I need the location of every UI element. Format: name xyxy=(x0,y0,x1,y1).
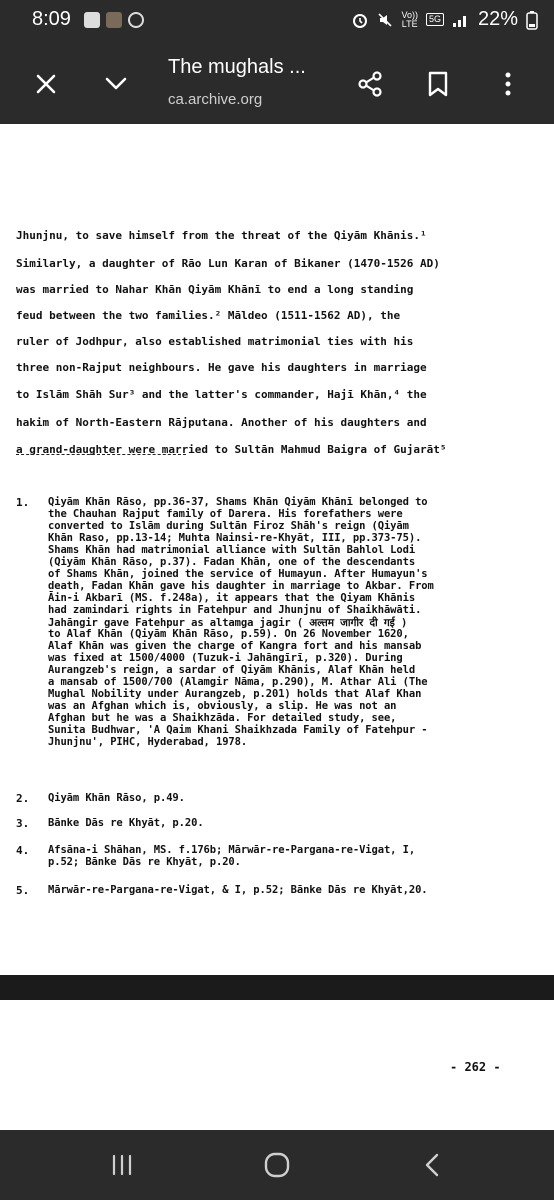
footnote-line: Qiyām Khān Rāso, pp.36-37, Shams Khān Qiyām Khānī belonged to xyxy=(48,496,428,508)
footnote-line: Jahāngir gave Fatehpur as altamga jagir ( अल्तम जागीर दी गई ) xyxy=(48,617,408,629)
page-title: The mughals ... xyxy=(168,56,306,78)
footnote-line: a mansab of 1500/700 (Alamgir Nāma, p.290), M. Athar Ali (The xyxy=(48,676,428,688)
body-line: a grand-daughter were married to Sultān Mahmud Baigra of Gujarāt⁵ xyxy=(16,443,447,456)
page-domain: ca.archive.org xyxy=(168,91,263,108)
footnote-number: 4. xyxy=(16,844,30,857)
recents-icon xyxy=(110,1153,134,1177)
back-icon xyxy=(423,1152,441,1178)
status-time: 8:09 xyxy=(32,8,71,30)
page-number: - 262 - xyxy=(450,1060,501,1074)
back-button[interactable] xyxy=(412,1148,452,1182)
footnote-line: of Shams Khān, joined the service of Humayun. After Humayun's xyxy=(48,568,428,580)
footnote-number: 3. xyxy=(16,817,30,830)
chevron-down-icon xyxy=(104,76,128,92)
gallery-icon xyxy=(84,12,100,28)
body-line: hakim of North-Eastern Rājputana. Another of his daughters and xyxy=(16,416,427,429)
browser-toolbar xyxy=(0,44,554,124)
close-button[interactable] xyxy=(24,62,68,106)
footnote-line: Bānke Dās re Khyāt, p.20. xyxy=(48,817,204,829)
share-icon xyxy=(356,70,384,98)
bookmark-button[interactable] xyxy=(416,62,460,106)
body-line: three non-Rajput neighbours. He gave his daughters in marriage xyxy=(16,361,427,374)
home-button[interactable] xyxy=(257,1148,297,1182)
volte-indicator: Vo)) LTE xyxy=(401,9,418,29)
footnote-line: the Chauhan Rajput family of Darera. His forefathers were xyxy=(48,508,403,520)
footnote-divider xyxy=(16,454,186,455)
body-line: was married to Nahar Khān Qiyām Khānī to end a long standing xyxy=(16,283,414,296)
home-icon xyxy=(264,1152,290,1178)
body-line: feud between the two families.² Māldeo (1511-1562 AD), the xyxy=(16,309,401,322)
battery-percent: 22% xyxy=(477,8,518,30)
body-line: Similarly, a daughter of Rāo Lun Karan of Bikaner (1470-1526 AD) xyxy=(16,257,440,270)
status-indicators xyxy=(351,8,538,31)
status-bar xyxy=(0,0,554,44)
more-vert-icon xyxy=(505,72,511,96)
footnote-line: to Alaf Khān (Qiyām Khān Rāso, p.59). On 26 November 1620, xyxy=(48,628,409,640)
signal-icon xyxy=(452,12,470,28)
body-line: Jhunjnu, to save himself from the threat of the Qiyām Khānis.¹ xyxy=(16,229,427,242)
footnote-line: Aurangzeb's reign, a sardar of Qiyām Khānis, Alaf Khān held xyxy=(48,664,416,676)
mute-icon xyxy=(377,12,393,28)
app-thumbnail-icon xyxy=(106,12,122,28)
footnote-number: 2. xyxy=(16,792,30,805)
notification-icons xyxy=(84,12,144,28)
footnote-line: Afghan but he was a Shaikhzāda. For detailed study, see, xyxy=(48,712,397,724)
footnote-line: Afsāna-i Shāhan, MS. f.176b; Mārwār-re-Pargana-re-Vigat, I, xyxy=(48,844,416,856)
footnote-line: Mughal Nobility under Aurangzeb, p.201) holds that Alaf Khan xyxy=(48,688,422,700)
footnote-line: death, Fadan Khān gave his daughter in marriage to Akbar. From xyxy=(48,580,434,592)
network-type: 5G xyxy=(426,13,444,26)
footnote-line: Jhunjnu', PIHC, Hyderabad, 1978. xyxy=(48,736,248,748)
bookmark-icon xyxy=(427,71,449,97)
footnote-line: Āin-i Akbarī (MS. f.248a), it appears that the Qiyam Khānis xyxy=(48,592,416,604)
body-line: ruler of Jodhpur, also established matrimonial ties with his xyxy=(16,335,414,348)
footnote-number: 1. xyxy=(16,496,30,509)
footnote-line: was fixed at 1500/4000 (Tuzuk-i Jahāngīrī, p.320). During xyxy=(48,652,403,664)
footnote-line: Shams Khān had matrimonial alliance with Sultān Bahlol Lodi xyxy=(48,544,416,556)
system-nav-bar xyxy=(0,1130,554,1200)
footnote-line: Mārwār-re-Pargana-re-Vigat, & I, p.52; Bānke Dās re Khyāt,20. xyxy=(48,884,428,896)
close-icon xyxy=(35,73,57,95)
footnote-line: Khān Raso, pp.13-14; Muhta Nainsi-re-Khyāt, III, pp.373-75). xyxy=(48,532,422,544)
footnote-number: 5. xyxy=(16,884,30,897)
battery-icon xyxy=(526,10,538,30)
document-page-continued xyxy=(0,1000,554,1130)
body-line: to Islām Shāh Sur³ and the latter's commander, Hajī Khān,⁴ the xyxy=(16,388,427,401)
footnote-line: converted to Islām during Sultān Firoz Shāh's reign (Qiyām xyxy=(48,520,409,532)
footnote-line: was an Afghan which is, obviously, a slip. He was not an xyxy=(48,700,397,712)
minimize-button[interactable] xyxy=(94,62,138,106)
recents-button[interactable] xyxy=(102,1148,142,1182)
footnote-line: Alaf Khān was given the charge of Kangra fort and his mansab xyxy=(48,640,422,652)
whatsapp-icon xyxy=(128,12,144,28)
alarm-icon xyxy=(351,11,369,29)
footnote-line: p.52; Bānke Dās re Khyāt, p.20. xyxy=(48,856,241,868)
more-options-button[interactable] xyxy=(486,62,530,106)
footnote-line: Sunita Budhwar, 'A Qaim Khani Shaikhzada Family of Fatehpur - xyxy=(48,724,428,736)
footnote-line: (Qiyām Khān Rāso, p.37). Fadan Khān, one of the descendants xyxy=(48,556,416,568)
document-page xyxy=(0,124,554,975)
share-button[interactable] xyxy=(348,62,392,106)
footnote-line: Qiyām Khān Rāso, p.49. xyxy=(48,792,185,804)
footnote-line: had zamindari rights in Fatehpur and Jhunjnu of Shaikhāwāti. xyxy=(48,604,422,616)
page-gap xyxy=(0,975,554,1000)
